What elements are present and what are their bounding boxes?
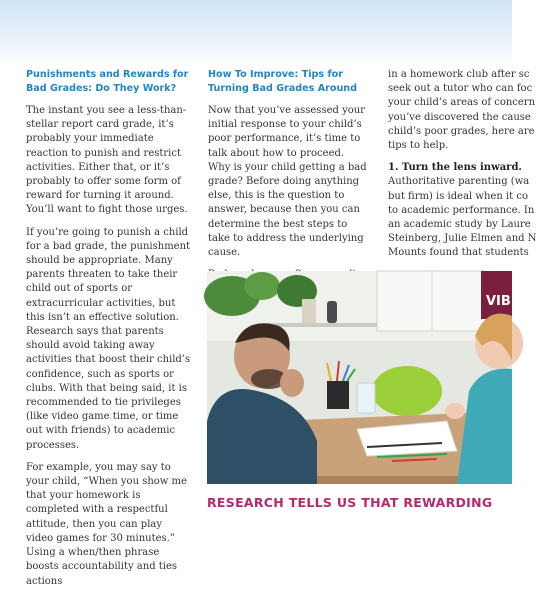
body-paragraph bbox=[388, 68, 536, 153]
pull-quote: RESEARCH TELLS US THAT REWARDING bbox=[207, 495, 493, 510]
text-line: tips to help. bbox=[388, 140, 449, 152]
text-line: you’ve discovered the cause bbox=[388, 111, 531, 123]
text-line: Authoritative parenting (wa bbox=[388, 176, 530, 188]
article-photo bbox=[207, 271, 512, 484]
photo-illustration bbox=[207, 271, 512, 484]
text-line: in a homework club after sc bbox=[388, 69, 530, 80]
section-heading-how-to-improve: How To Improve: Tips for Turning Bad Grades Around bbox=[208, 69, 357, 94]
text-line: Steinberg, Julie Elmen and N bbox=[388, 233, 536, 245]
body-paragraph: For example, you may say to your child, “When you show me that your homework is completed with a respectful attitude, then you can play video games for 30 minutes.” Using a when/then phrase boosts accountability and ties actions bbox=[26, 461, 187, 587]
text-line: seek out a tutor who can foc bbox=[388, 83, 533, 95]
body-paragraph: Now that you’ve assessed your initial response to your child’s poor performance, it’s time to talk about how to proceed. Why is your child getting a bad grade? Before doing anything else, this is the question to answer, because then you can determine the best steps to take to address the underlying cause. bbox=[208, 105, 367, 259]
body-paragraph: The instant you see a less-than-stellar report card grade, it’s probably your immediate reaction to punish and restrict activities. Either that, or it’s probably to offer some form of reward for turning it around. You’ll want to fight those urges. bbox=[26, 105, 188, 216]
poster-text: VIB bbox=[486, 294, 511, 309]
column-3 bbox=[388, 68, 536, 269]
text-line: an academic study by Laure bbox=[388, 219, 531, 231]
column-1 bbox=[26, 68, 192, 597]
tip-heading: 1. Turn the lens inward. bbox=[388, 162, 522, 174]
header-band bbox=[0, 0, 512, 66]
text-line: but firm) is ideal when it co bbox=[388, 190, 528, 202]
text-line: your child’s areas of concern bbox=[388, 97, 536, 109]
text-line: Mounts found that students bbox=[388, 247, 529, 259]
section-heading-punishments: Punishments and Rewards for Bad Grades: Do They Work? bbox=[26, 69, 189, 94]
text-line: to academic performance. In bbox=[388, 204, 535, 216]
body-paragraph bbox=[388, 161, 536, 260]
text-line: child’s poor grades, here are bbox=[388, 125, 535, 137]
body-paragraph: If you’re going to punish a child for a bad grade, the punishment should be appropriate. Many parents threaten to take their child out of sports or extracurricular activities, but this isn’t an effective solution. Research says that parents should avoid taking away activities that boost their child’s confidence, such as sports or clubs. With that being said, it is recommended to tie privileges (like video game time, or time out with friends) to academic processes. bbox=[26, 226, 191, 451]
